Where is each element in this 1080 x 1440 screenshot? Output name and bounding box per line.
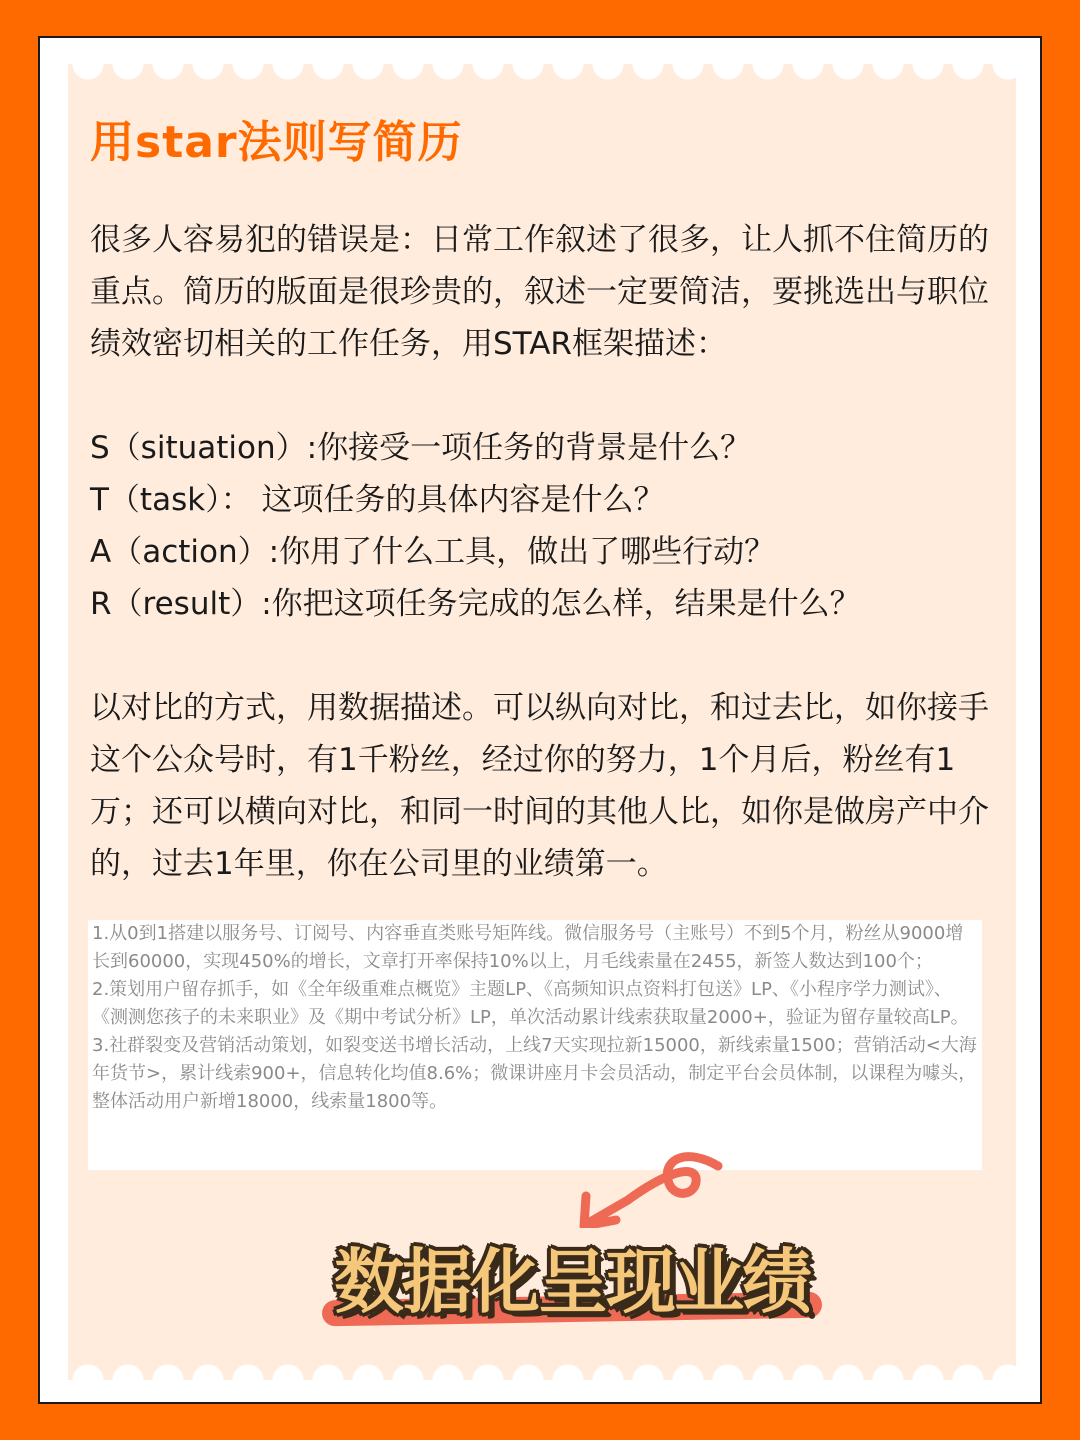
star-item-r: R（result）:你把这项任务完成的怎么样，结果是什么？: [90, 586, 861, 622]
example-item: 2.策划用户留存抓手，如《全年级重难点概览》主题LP、《高频知识点资料打包送》LP、《小程序学力测试》、《测测您孩子的未来职业》及《期中考试分析》LP，单次活动累计线索获取量2000+，验证为留存量较高LP。: [92, 979, 969, 1028]
star-list: [90, 422, 990, 630]
example-item: 1.从0到1搭建以服务号、订阅号、内容垂直类账号矩阵线。微信服务号（主账号）不到5个月，粉丝从9000增长到60000，实现450%的增长，文章打开率保持10%以上，月毛线索量在2455，新签人数达到100个；: [92, 923, 964, 972]
page-frame: [38, 36, 1042, 1404]
resume-example-box: [88, 920, 982, 1170]
curved-arrow-icon: [568, 1138, 728, 1228]
example-item: 3.社群裂变及营销活动策划，如裂变送书增长活动，上线7天实现拉新15000，新线索量1500；营销活动<大海年货节>，累计线索900+，信息转化均值8.6%；微课讲座月卡会员活动，制定平台会员体制，以课程为噱头，整体活动用户新增18000，线索量1800等。: [92, 1035, 977, 1112]
page-title: 用star法则写简历: [90, 117, 463, 168]
intro-paragraph: 很多人容易犯的错误是：日常工作叙述了很多，让人抓不住简历的重点。简历的版面是很珍贵的，叙述一定要简洁，要挑选出与职位绩效密切相关的工作任务，用STAR框架描述：: [90, 222, 989, 362]
compare-paragraph: 以对比的方式，用数据描述。可以纵向对比，和过去比，如你接手这个公众号时，有1千粉丝，经过你的努力，1个月后，粉丝有1万；还可以横向对比，和同一时间的其他人比，如你是做房产中介的，过去1年里，你在公司里的业绩第一。: [90, 690, 989, 882]
scallop-border-top: [68, 64, 1016, 98]
star-item-s: S（situation）:你接受一项任务的背景是什么？: [90, 430, 752, 466]
star-item-a: A（action）:你用了什么工具，做出了哪些行动？: [90, 534, 776, 570]
star-item-t: T（task）： 这项任务的具体内容是什么？: [90, 482, 665, 518]
scallop-border-bottom: [68, 1346, 1016, 1380]
highlight-stamp: [312, 1220, 832, 1340]
stamp-text: 数据化呈现业绩: [334, 1241, 810, 1323]
